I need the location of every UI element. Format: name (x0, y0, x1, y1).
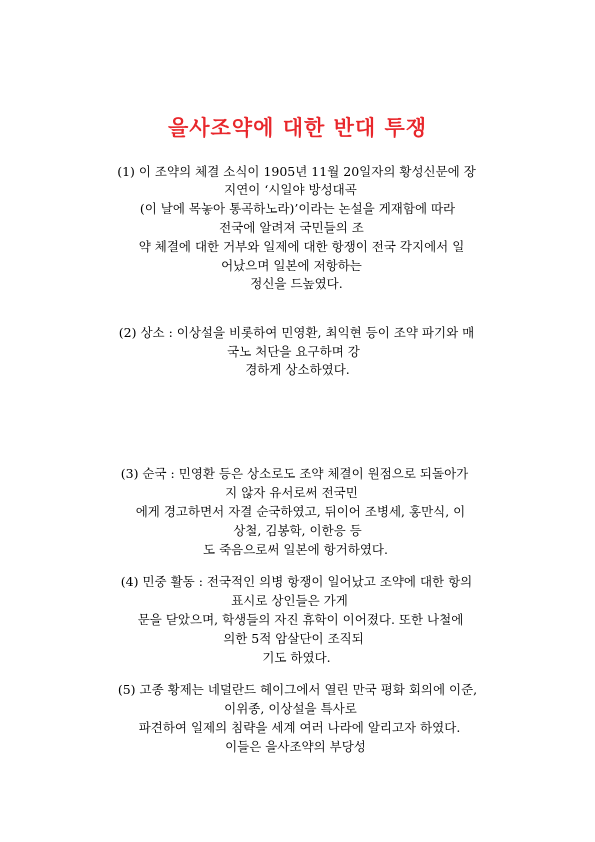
section-1-line-1: (1) 이 조약의 체결 소식이 1905년 11월 20일자의 황성신문에 장 (117, 164, 476, 179)
section-3-line-5: 도 죽음으로써 일본에 항거하였다. (203, 542, 388, 557)
section-4-line-3: 문을 닫았으며, 학생들의 자진 휴학이 이어졌다. 또한 나철에 (137, 612, 464, 627)
section-4-line-1: (4) 민중 활동 : 전국적인 의병 항쟁이 일어났고 조약에 대한 항의 (120, 574, 473, 589)
section-3-line-1: (3) 순국 : 민영환 등은 상소로도 조약 체결이 원점으로 되돌아가 (120, 466, 469, 481)
section-1-line-5: 약 체결에 대한 거부와 일제에 대한 항쟁이 전국 각지에서 일 (138, 239, 465, 254)
section-1-line-7: 정신을 드높였다. (250, 276, 343, 291)
section-4-line-2: 표시로 상인들은 가게 (231, 593, 348, 608)
section-2-line-3: 경하게 상소하였다. (245, 362, 350, 377)
section-3-line-3: 에게 경고하면서 자결 순국하였고, 뒤이어 조병세, 홍만식, 이 (135, 504, 466, 519)
section-5-line-2: 이위종, 이상설을 특사로 (224, 701, 357, 716)
section-1-line-3: (이 날에 목놓아 통곡하노라)’이라는 논설을 게재함에 따라 (139, 201, 456, 216)
section-5-line-1: (5) 고종 황제는 네덜란드 헤이그에서 열린 만국 평화 회의에 이준, (117, 682, 478, 697)
section-1-line-2: 지연이 ‘시일야 방성대곡 (224, 182, 357, 197)
section-5-line-3: 파견하여 일제의 침략을 세계 여러 나라에 알리고자 하였다. (138, 720, 461, 735)
section-1-line-6: 어났으며 일본에 저항하는 (221, 258, 362, 273)
section-3-line-4: 상철, 김봉학, 이한응 등 (233, 523, 362, 538)
section-4-line-4: 의한 5적 암살단이 조직되 (223, 631, 364, 646)
document-title: 을사조약에 대한 반대 투쟁 (167, 115, 428, 140)
section-4-line-5: 기도 하였다. (262, 650, 331, 665)
section-3-line-2: 지 않자 유서로써 전국민 (225, 485, 358, 500)
section-2-line-2: 국노 처단을 요구하며 강 (227, 344, 360, 359)
section-2-line-1: (2) 상소 : 이상설을 비롯하여 민영환, 최익현 등이 조약 파기와 매 (118, 325, 475, 340)
section-5-line-4: 이들은 을사조약의 부당성 (225, 739, 366, 754)
section-1-line-4: 전국에 알려져 국민들의 조 (219, 220, 364, 235)
